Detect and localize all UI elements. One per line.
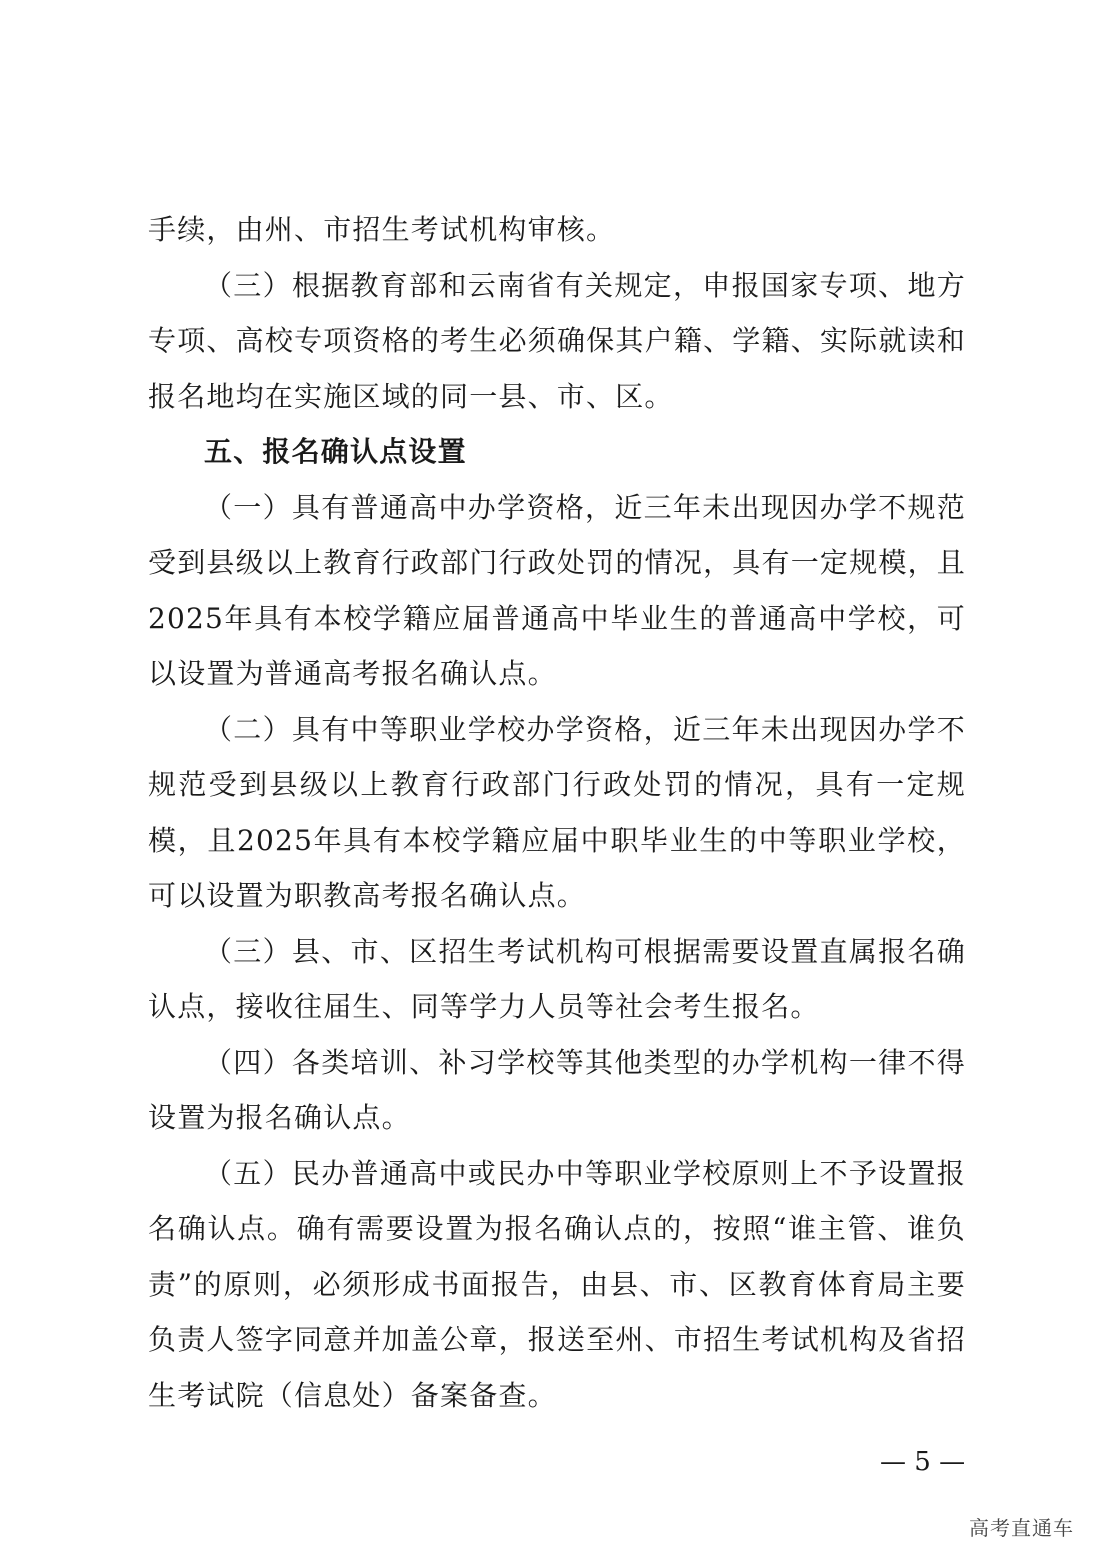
document-body	[148, 202, 966, 1423]
paragraph-item-3-direct-points: （三）县、市、区招生考试机构可根据需要设置直属报名确认点，接收往届生、同等学力人员等社会考生报名。	[148, 934, 966, 1023]
paragraph-item-4-training-schools: （四）各类培训、补习学校等其他类型的办学机构一律不得设置为报名确认点。	[148, 1045, 966, 1134]
paragraph-continuation: 手续，由州、市招生考试机构审核。	[148, 213, 616, 246]
paragraph-item-2-vocational-school: （二）具有中等职业学校办学资格，近三年未出现因办学不规范受到县级以上教育行政部门行政处罚的情况，具有一定规模，且2025年具有本校学籍应届中职毕业生的中等职业学校，可以设置为职教高考报名确认点。	[148, 712, 966, 912]
page-number: — 5 —	[880, 1447, 966, 1477]
paragraph-item-3-special-programs: （三）根据教育部和云南省有关规定，申报国家专项、地方专项、高校专项资格的考生必须确保其户籍、学籍、实际就读和报名地均在实施区域的同一县、市、区。	[148, 268, 966, 413]
paragraph-item-1-general-high-school: （一）具有普通高中办学资格，近三年未出现因办学不规范受到县级以上教育行政部门行政处罚的情况，具有一定规模，且2025年具有本校学籍应届普通高中毕业生的普通高中学校，可以设置为普通高考报名确认点。	[148, 490, 966, 690]
section-heading-five: 五、报名确认点设置	[204, 435, 467, 468]
paragraph-item-5-private-schools: （五）民办普通高中或民办中等职业学校原则上不予设置报名确认点。确有需要设置为报名确认点的，按照“谁主管、谁负责”的原则，必须形成书面报告，由县、市、区教育体育局主要负责人签字同意并加盖公章，报送至州、市招生考试机构及省招生考试院（信息处）备案备查。	[148, 1156, 966, 1412]
watermark-text: 高考直通车	[969, 1516, 1074, 1540]
